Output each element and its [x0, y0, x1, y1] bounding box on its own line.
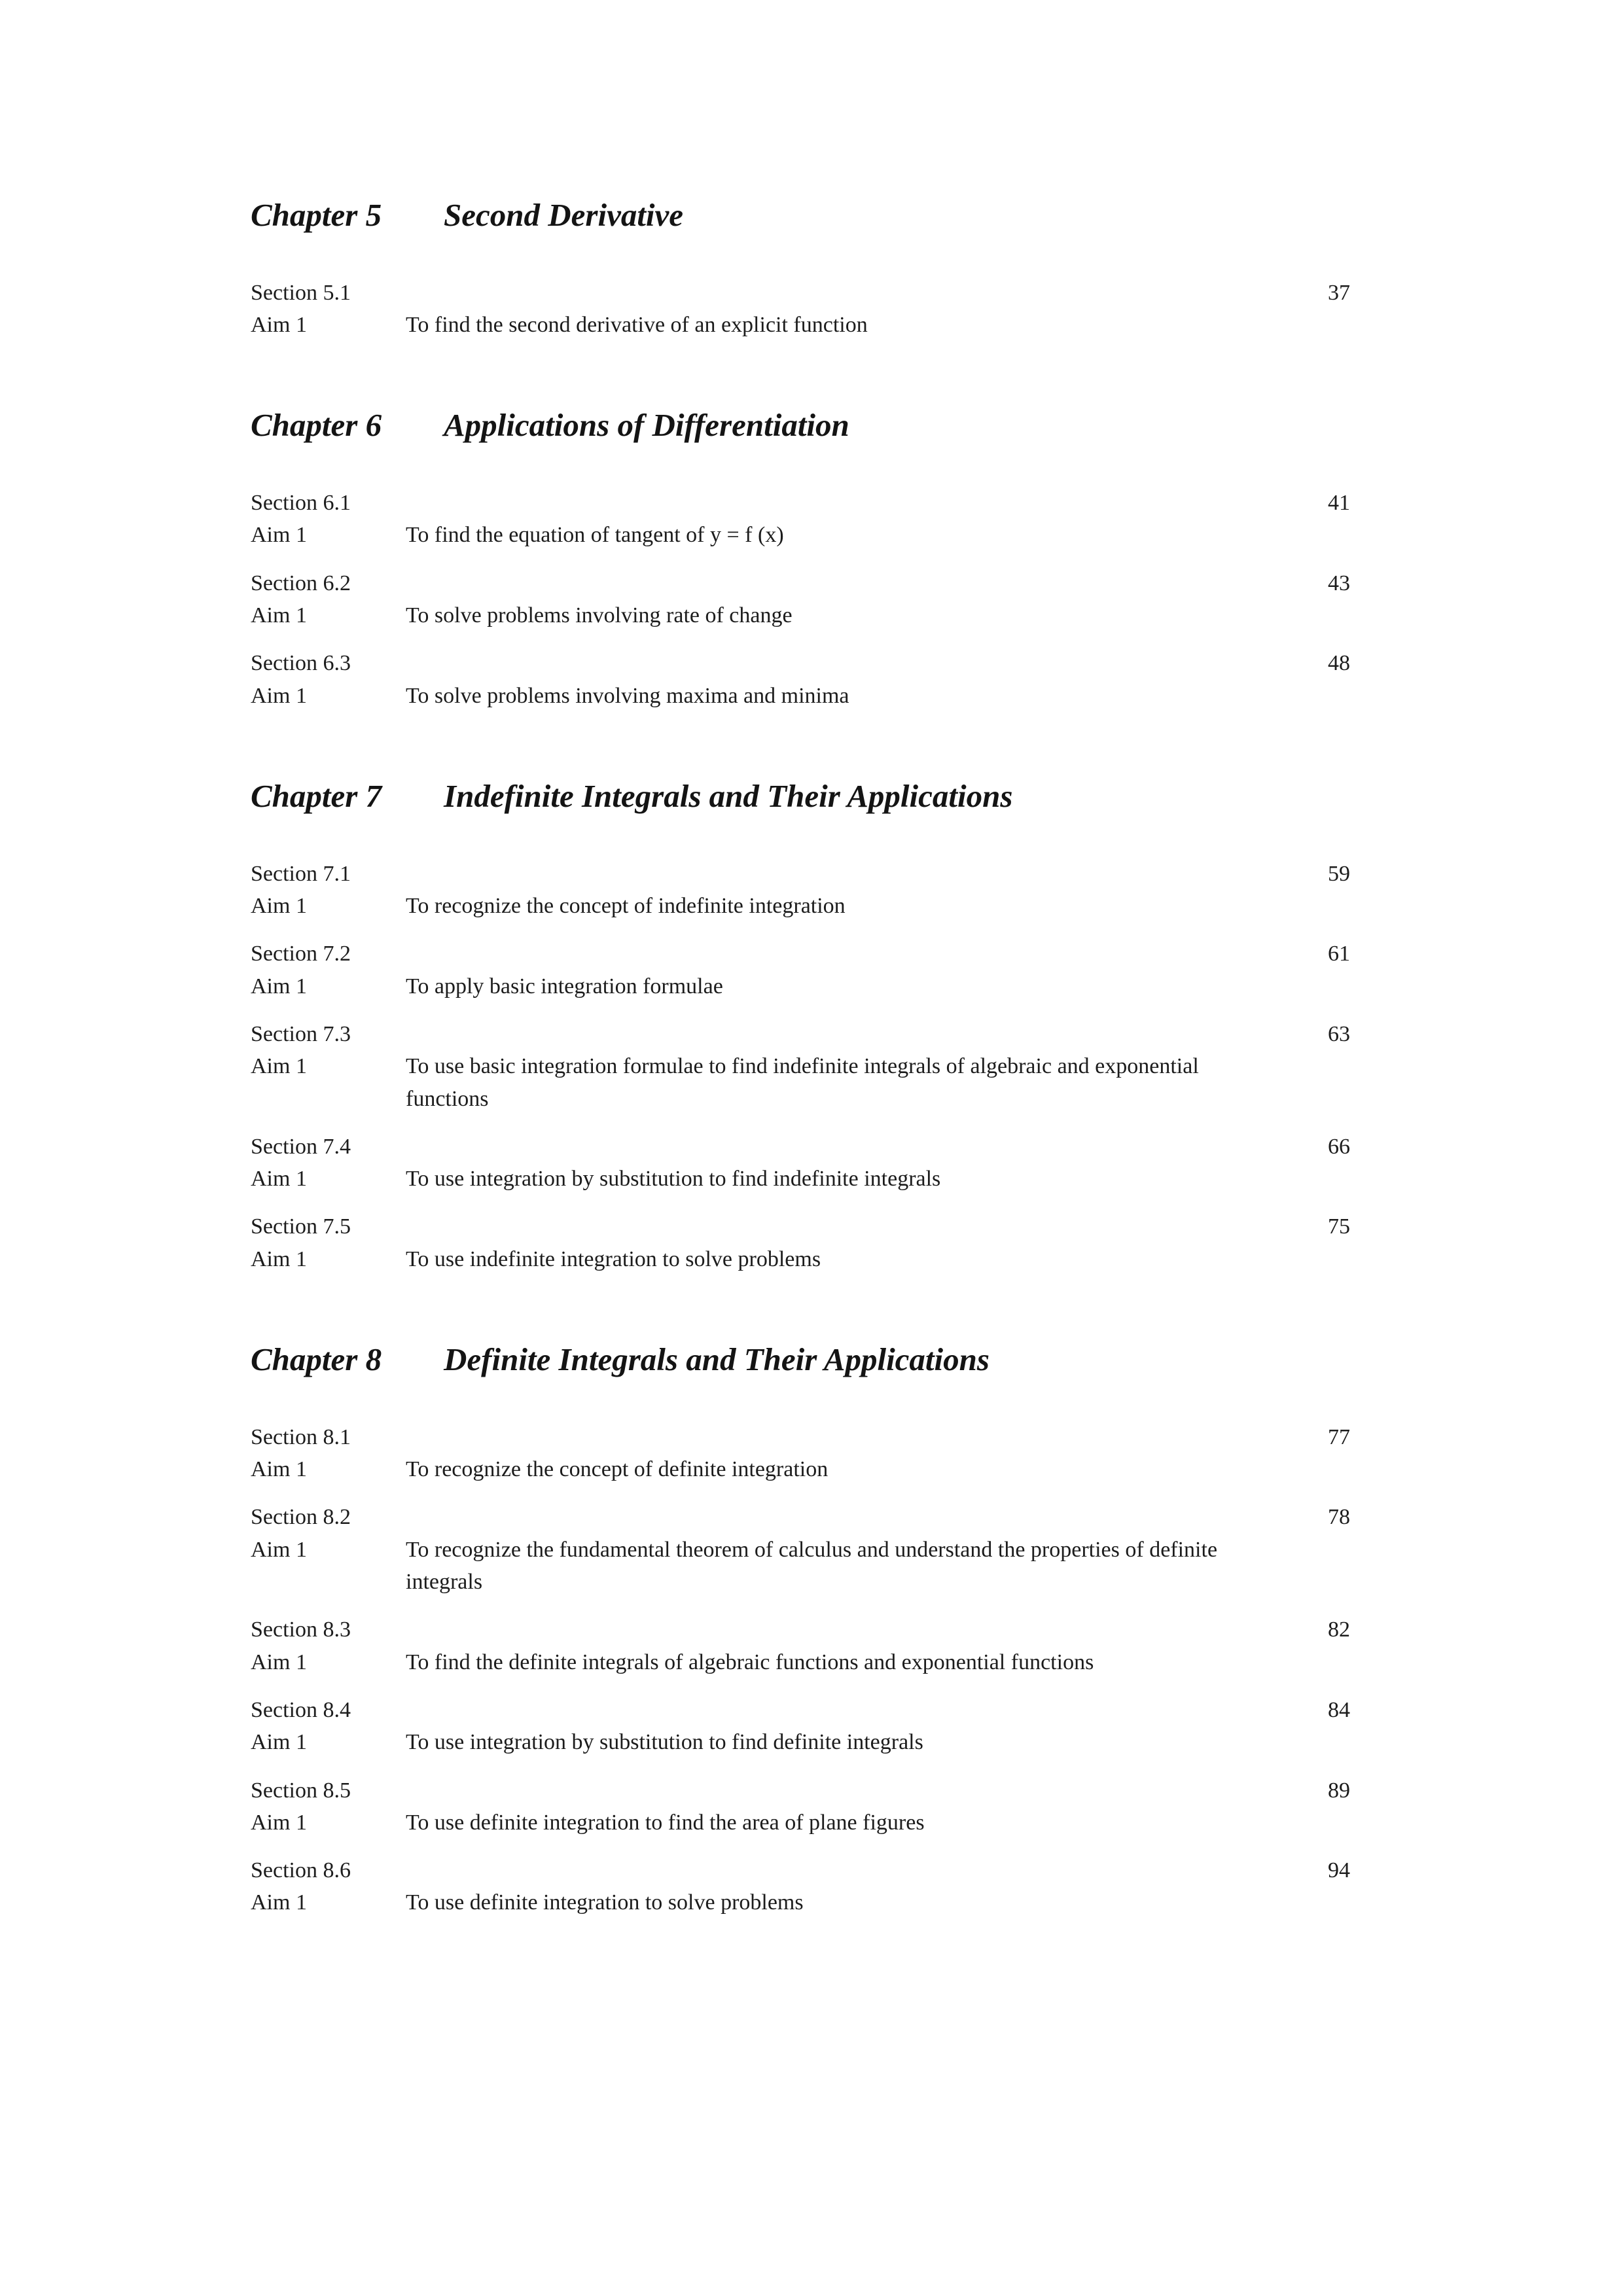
section-entry	[251, 938, 1350, 1002]
aim-text: To recognize the fundamental theorem of calculus and understand the properties of definite integrals	[406, 1537, 1218, 1595]
aim-text: To use definite integration to solve problems	[406, 1890, 804, 1915]
aim-text: To use integration by substitution to find definite integrals	[406, 1730, 923, 1755]
section-head	[251, 1775, 1350, 1807]
chapter	[251, 1341, 1350, 1919]
toc-content	[251, 196, 1350, 1919]
section-head	[251, 938, 1350, 970]
aim-row	[251, 1243, 1350, 1275]
section-entry	[251, 567, 1350, 632]
chapter	[251, 406, 1350, 712]
section-entry	[251, 858, 1350, 923]
section-number: Section 8.5	[251, 1778, 351, 1803]
aim-row	[251, 1163, 1350, 1195]
aim-label: Aim 1	[251, 683, 307, 708]
section-page-number: 82	[1328, 1617, 1350, 1642]
chapter-sections	[251, 487, 1350, 712]
aim-text: To recognize the concept of indefinite integration	[406, 894, 846, 919]
aim-text: To find the definite integrals of algebraic functions and exponential functions	[406, 1650, 1094, 1674]
aim-label: Aim 1	[251, 313, 307, 338]
section-entry	[251, 1210, 1350, 1275]
section-page-number: 77	[1328, 1424, 1350, 1449]
aim-row	[251, 309, 1350, 341]
section-page-number: 61	[1328, 942, 1350, 966]
section-head	[251, 1131, 1350, 1163]
chapter-heading	[251, 196, 1350, 235]
section-number: Section 6.2	[251, 571, 351, 595]
aim-row	[251, 1886, 1350, 1918]
chapter-label: Chapter 7	[251, 777, 382, 814]
aim-label: Aim 1	[251, 1890, 307, 1915]
section-number: Section 7.2	[251, 942, 351, 966]
aim-row	[251, 1646, 1350, 1678]
aim-row	[251, 680, 1350, 712]
section-number: Section 7.4	[251, 1134, 351, 1159]
chapter-title: Indefinite Integrals and Their Applications	[444, 777, 1013, 814]
section-number: Section 7.3	[251, 1021, 351, 1046]
aim-text: To solve problems involving maxima and minima	[406, 683, 849, 708]
section-page-number: 37	[1328, 280, 1350, 305]
aim-label: Aim 1	[251, 1246, 307, 1271]
section-number: Section 6.3	[251, 651, 351, 676]
section-head	[251, 858, 1350, 890]
chapter-heading	[251, 1341, 1350, 1379]
aim-text: To find the equation of tangent of y = f (x)	[406, 523, 784, 548]
section-entry	[251, 1775, 1350, 1839]
chapter-label: Chapter 8	[251, 1341, 382, 1378]
aim-row	[251, 1534, 1350, 1598]
section-page-number: 89	[1328, 1778, 1350, 1803]
aim-row	[251, 890, 1350, 922]
aim-label: Aim 1	[251, 974, 307, 998]
section-number: Section 7.1	[251, 861, 351, 886]
chapter-label: Chapter 6	[251, 407, 382, 444]
chapter	[251, 196, 1350, 341]
section-number: Section 8.1	[251, 1424, 351, 1449]
aim-text: To use basic integration formulae to find indefinite integrals of algebraic and exponential functions	[406, 1054, 1199, 1111]
aim-label: Aim 1	[251, 1730, 307, 1755]
section-page-number: 94	[1328, 1858, 1350, 1883]
section-entry	[251, 277, 1350, 342]
section-entry	[251, 1501, 1350, 1598]
section-entry	[251, 647, 1350, 712]
chapter-sections	[251, 858, 1350, 1275]
section-head	[251, 647, 1350, 679]
section-entry	[251, 1421, 1350, 1486]
section-entry	[251, 1854, 1350, 1919]
chapter-heading	[251, 777, 1350, 816]
aim-label: Aim 1	[251, 1054, 307, 1079]
aim-label: Aim 1	[251, 894, 307, 919]
section-entry	[251, 1131, 1350, 1195]
section-page-number: 48	[1328, 651, 1350, 676]
aim-label: Aim 1	[251, 1167, 307, 1192]
aim-text: To apply basic integration formulae	[406, 974, 723, 998]
aim-label: Aim 1	[251, 1537, 307, 1562]
aim-row	[251, 1050, 1350, 1115]
aim-text: To find the second derivative of an explicit function	[406, 313, 868, 338]
aim-label: Aim 1	[251, 1810, 307, 1835]
section-entry	[251, 1614, 1350, 1678]
section-page-number: 78	[1328, 1505, 1350, 1530]
section-page-number: 63	[1328, 1021, 1350, 1046]
section-head	[251, 1210, 1350, 1243]
chapter	[251, 777, 1350, 1275]
aim-row	[251, 599, 1350, 631]
aim-label: Aim 1	[251, 1457, 307, 1482]
section-head	[251, 567, 1350, 599]
section-head	[251, 1501, 1350, 1533]
aim-row	[251, 970, 1350, 1002]
aim-label: Aim 1	[251, 603, 307, 628]
section-head	[251, 1694, 1350, 1726]
aim-label: Aim 1	[251, 523, 307, 548]
aim-text: To use integration by substitution to find indefinite integrals	[406, 1167, 941, 1192]
section-page-number: 66	[1328, 1134, 1350, 1159]
section-entry	[251, 487, 1350, 552]
section-page-number: 84	[1328, 1697, 1350, 1722]
section-head	[251, 277, 1350, 309]
section-number: Section 8.6	[251, 1858, 351, 1883]
section-head	[251, 487, 1350, 519]
aim-text: To use indefinite integration to solve problems	[406, 1246, 821, 1271]
aim-row	[251, 519, 1350, 551]
chapter-heading	[251, 406, 1350, 445]
section-page-number: 41	[1328, 491, 1350, 516]
section-head	[251, 1421, 1350, 1453]
aim-text: To solve problems involving rate of change	[406, 603, 793, 628]
chapter-sections	[251, 277, 1350, 342]
section-number: Section 8.4	[251, 1697, 351, 1722]
aim-text: To use definite integration to find the area of plane figures	[406, 1810, 925, 1835]
section-page-number: 43	[1328, 571, 1350, 595]
section-head	[251, 1854, 1350, 1886]
section-head	[251, 1018, 1350, 1050]
section-number: Section 8.2	[251, 1505, 351, 1530]
chapter-title: Definite Integrals and Their Applications	[444, 1341, 990, 1378]
section-head	[251, 1614, 1350, 1646]
chapter-sections	[251, 1421, 1350, 1919]
section-entry	[251, 1018, 1350, 1115]
aim-text: To recognize the concept of definite integration	[406, 1457, 829, 1482]
aim-row	[251, 1453, 1350, 1485]
chapter-title: Second Derivative	[444, 197, 684, 233]
aim-row	[251, 1807, 1350, 1839]
aim-row	[251, 1726, 1350, 1758]
section-page-number: 75	[1328, 1214, 1350, 1239]
section-number: Section 5.1	[251, 280, 351, 305]
section-number: Section 6.1	[251, 491, 351, 516]
aim-label: Aim 1	[251, 1650, 307, 1674]
chapter-title: Applications of Differentiation	[444, 407, 849, 444]
section-page-number: 59	[1328, 861, 1350, 886]
section-number: Section 8.3	[251, 1617, 351, 1642]
section-number: Section 7.5	[251, 1214, 351, 1239]
section-entry	[251, 1694, 1350, 1759]
chapter-label: Chapter 5	[251, 197, 382, 233]
